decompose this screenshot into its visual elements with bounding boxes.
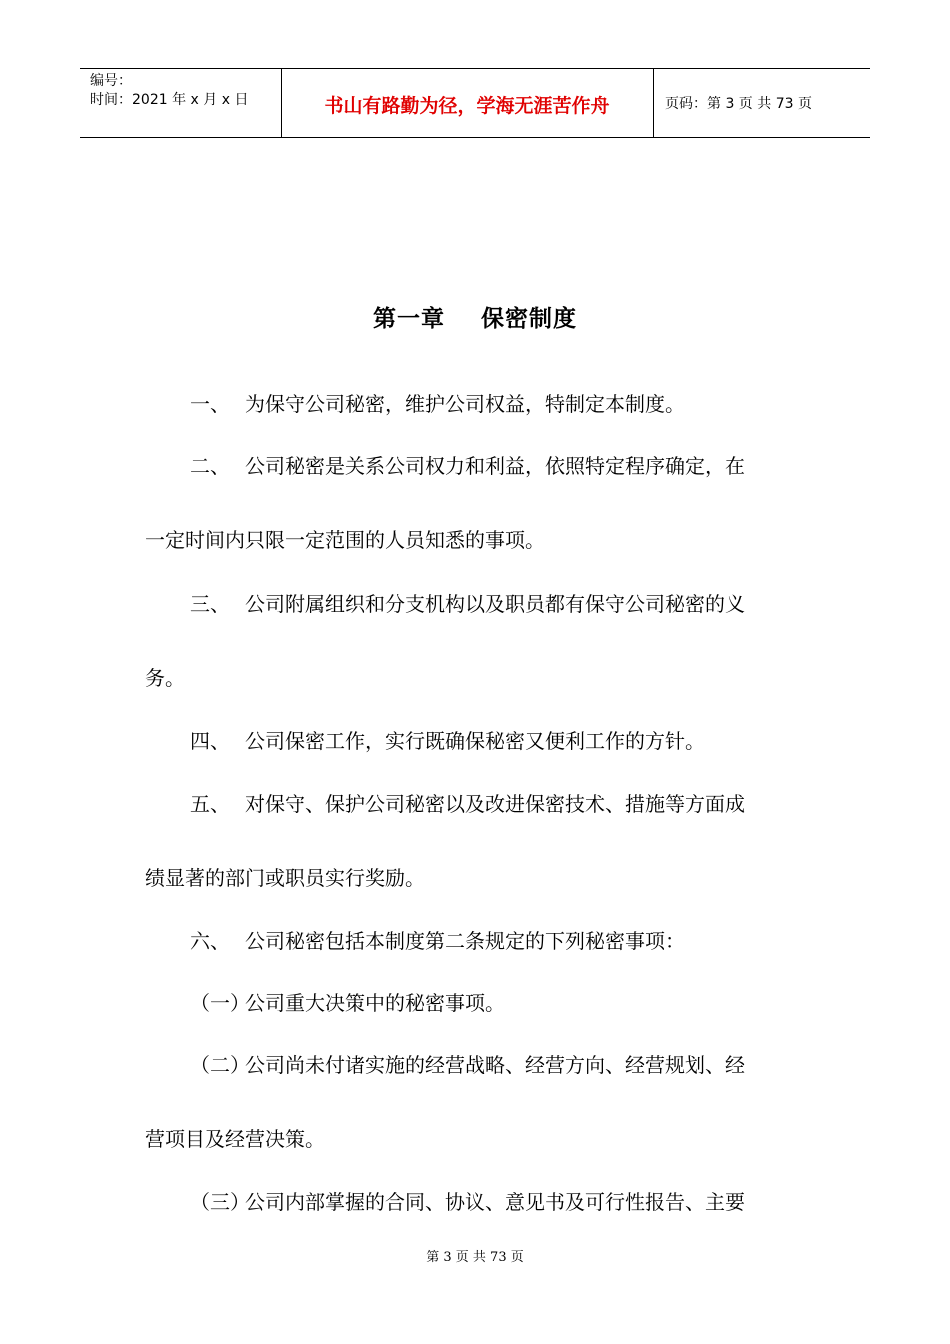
paragraph-mark: （一） bbox=[190, 991, 250, 1015]
header-page-info: 页码：第 3 页 共 73 页 bbox=[665, 96, 812, 112]
paragraph-text: 公司尚未付诸实施的经营战略、经营方向、经营规划、经 bbox=[245, 1053, 745, 1077]
paragraph-text: 为保守公司秘密，维护公司权益，特制定本制度。 bbox=[245, 392, 685, 416]
paragraph-line bbox=[190, 790, 745, 818]
paragraph-mark: 六、 bbox=[190, 929, 230, 953]
paragraph-text: 公司内部掌握的合同、协议、意见书及可行性报告、主要 bbox=[245, 1190, 745, 1214]
paragraph-text: 公司保密工作，实行既确保秘密又便利工作的方针。 bbox=[245, 729, 705, 753]
header-meta bbox=[90, 72, 248, 110]
paragraph-mark: 四、 bbox=[190, 729, 230, 753]
paragraph-text: 公司秘密包括本制度第二条规定的下列秘密事项： bbox=[245, 929, 685, 953]
paragraph-line bbox=[190, 452, 745, 480]
paragraph-line bbox=[190, 390, 685, 418]
paragraph-mark: 三、 bbox=[190, 592, 230, 616]
page-footer: 第 3 页 共 73 页 bbox=[426, 1250, 524, 1265]
paragraph-mark: （二） bbox=[190, 1053, 250, 1077]
chapter-title: 第一章 保密制度 bbox=[372, 306, 578, 332]
paragraph-line bbox=[190, 590, 745, 618]
paragraph-line bbox=[190, 727, 705, 755]
paragraph-line: 一定时间内只限一定范围的人员知悉的事项。 bbox=[145, 528, 545, 552]
header-divider bbox=[653, 69, 654, 137]
paragraph-mark: 五、 bbox=[190, 792, 230, 816]
paragraph-text: 对保守、保护公司秘密以及改进保密技术、措施等方面成 bbox=[245, 792, 745, 816]
paragraph-mark: （三） bbox=[190, 1190, 250, 1214]
paragraph-line bbox=[190, 989, 505, 1017]
paragraph-line bbox=[190, 1188, 745, 1216]
paragraph-mark: 一、 bbox=[190, 392, 230, 416]
header-motto: 书山有路勤为径，学海无涯苦作舟 bbox=[324, 95, 610, 117]
header-time: 时间：2021 年 x 月 x 日 bbox=[90, 92, 249, 108]
paragraph-line: 绩显著的部门或职员实行奖励。 bbox=[145, 866, 425, 890]
paragraph-text: 公司重大决策中的秘密事项。 bbox=[245, 991, 505, 1015]
page-header bbox=[80, 68, 870, 138]
paragraph-line: 营项目及经营决策。 bbox=[145, 1127, 325, 1151]
paragraph-text: 公司附属组织和分支机构以及职员都有保守公司秘密的义 bbox=[245, 592, 745, 616]
paragraph-line: 务。 bbox=[145, 666, 185, 690]
paragraph-mark: 二、 bbox=[190, 454, 230, 478]
paragraph-line bbox=[190, 1051, 745, 1079]
paragraph-text: 公司秘密是关系公司权力和利益，依照特定程序确定，在 bbox=[245, 454, 745, 478]
paragraph-line bbox=[190, 927, 685, 955]
header-number: 编号： bbox=[90, 73, 132, 89]
